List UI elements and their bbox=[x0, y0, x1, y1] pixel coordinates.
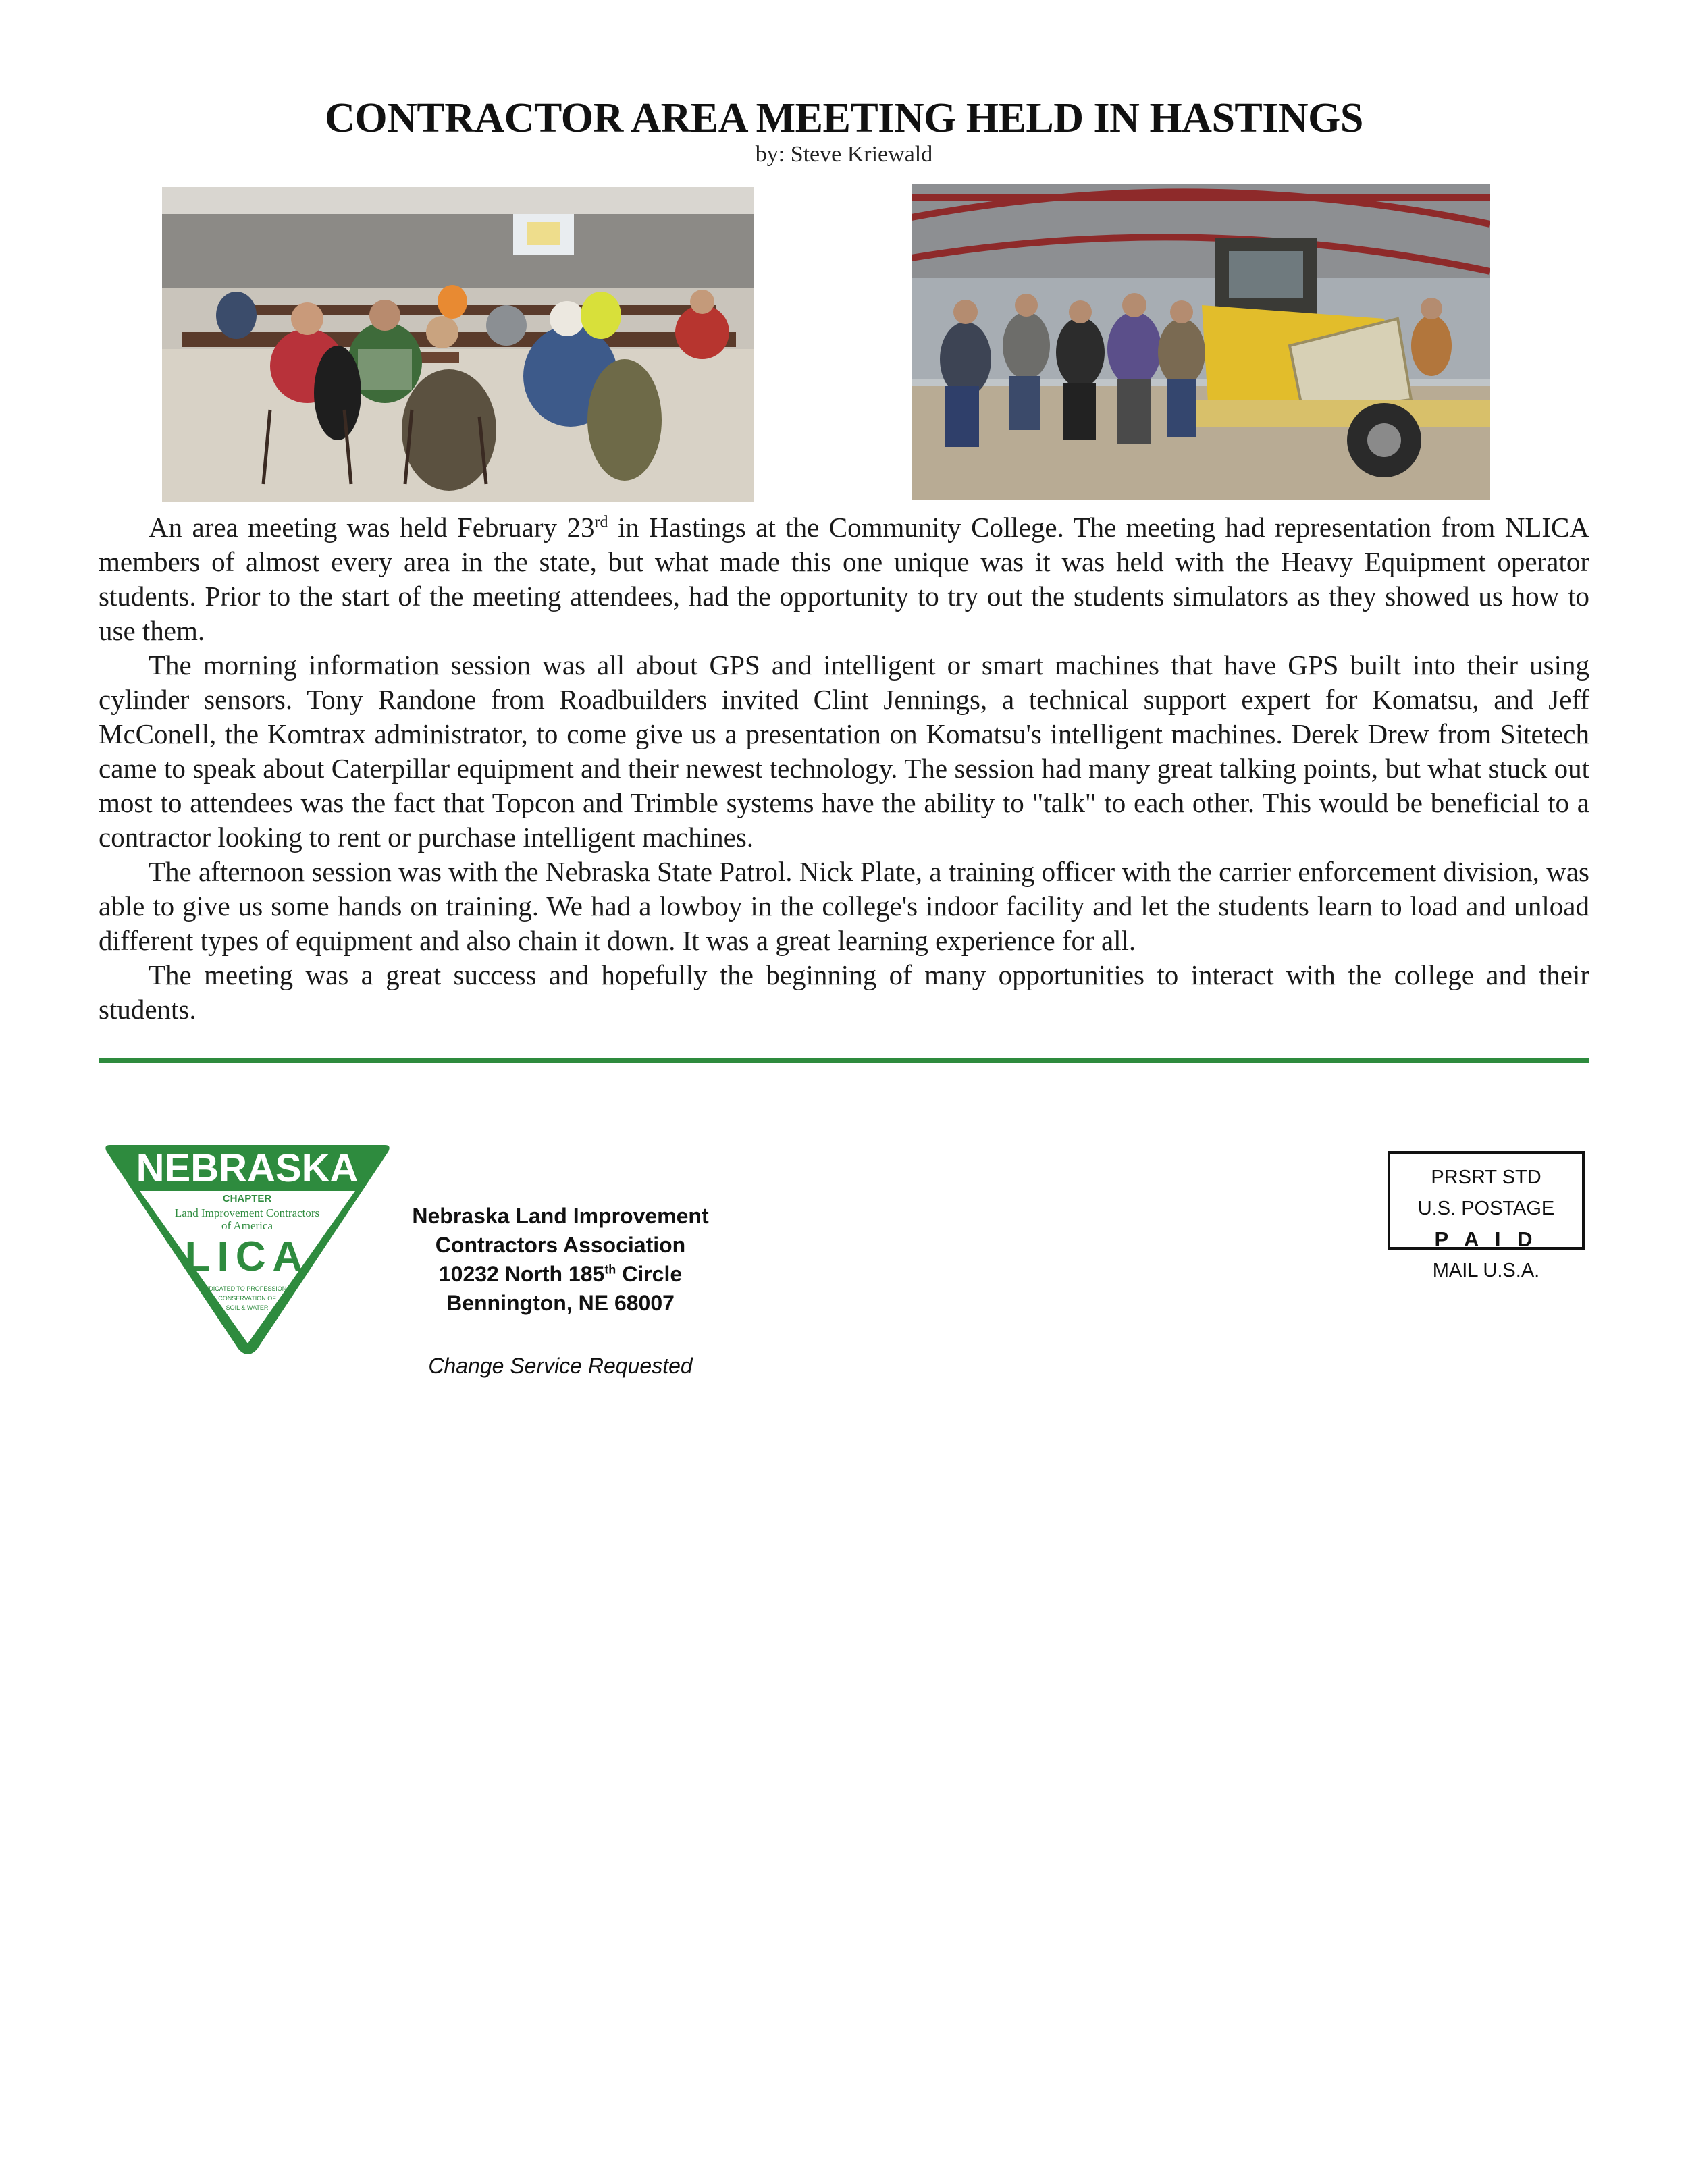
logo-state-text: NEBRASKA bbox=[136, 1146, 359, 1190]
address-line: Contractors Association bbox=[435, 1233, 686, 1257]
postage-indicia bbox=[1388, 1151, 1585, 1281]
postage-paid: P A I D bbox=[1434, 1227, 1538, 1251]
article-byline: by: Steve Kriewald bbox=[755, 142, 933, 167]
postage-line: PRSRT STD bbox=[1431, 1167, 1541, 1188]
lowboy-bulldozer-training-photo bbox=[912, 184, 1490, 500]
logo-acronym: LICA bbox=[184, 1233, 310, 1280]
article-title: CONTRACTOR AREA MEETING HELD IN HASTINGS bbox=[325, 95, 1363, 141]
classroom-meeting-photo bbox=[162, 187, 754, 502]
logo-motto-line3: SOIL & WATER bbox=[226, 1304, 269, 1311]
logo-chapter-text: CHAPTER bbox=[222, 1193, 272, 1204]
article-body bbox=[99, 510, 1589, 1027]
article-paragraph: The morning information session was all about GPS and intelligent or smart machines that have GPS built into their using cylinder sensors. Tony Randone from Roadbuilders invited Clint Jennings, a technical support expert for Komatsu, and Jeff McConell, the Komtrax administrator, to come give us a presentation on Komatsu's intelligent machines. Derek Drew from Sitetech came to speak about Caterpillar equipment and their newest technology. The session had many great talking points, but what stuck out most to attendees was the fact that Topcon and Trimble systems have the ability to "talk" to each other. This would be beneficial to a contractor looking to rent or purchase intelligent machines. bbox=[99, 649, 1589, 853]
address-line: 10232 North 185th Circle bbox=[438, 1262, 683, 1286]
address-line: Nebraska Land Improvement bbox=[412, 1204, 709, 1228]
return-address bbox=[378, 1202, 743, 1318]
nebraska-lica-logo bbox=[97, 1141, 398, 1357]
article-paragraph: The meeting was a great success and hopefully the beginning of many opportunities to interact with the college and their students. bbox=[99, 959, 1589, 1025]
section-divider bbox=[99, 1058, 1589, 1063]
logo-org-line1: Land Improvement Contractors bbox=[174, 1206, 320, 1219]
change-service-requested: Change Service Requested bbox=[428, 1354, 693, 1378]
logo-org-line2: of America bbox=[221, 1219, 273, 1232]
logo-motto-line2: CONSERVATION OF bbox=[218, 1295, 276, 1302]
address-line: Bennington, NE 68007 bbox=[446, 1291, 675, 1315]
postage-line: MAIL U.S.A. bbox=[1432, 1260, 1540, 1281]
article-paragraph: An area meeting was held February 23rd in Hastings at the Community College. The meeting had representation from NLICA members of almost every area in the state, but what made this one unique was it was held with the Heavy Equipment operator students. Prior to the start of the meeting attendees, had the opportunity to try out the students simulators as they showed us how to use them. bbox=[99, 512, 1589, 646]
logo-motto-line1: DEDICATED TO PROFESSIONAL bbox=[200, 1285, 294, 1292]
article-paragraph: The afternoon session was with the Nebraska State Patrol. Nick Plate, a training officer with the carrier enforcement division, was able to give us some hands on training. We had a lowboy in the college's indoor facility and let the students learn to load and unload different types of equipment and also chain it down. It was a great learning experience for all. bbox=[99, 856, 1589, 956]
postage-line: U.S. POSTAGE bbox=[1417, 1198, 1555, 1219]
